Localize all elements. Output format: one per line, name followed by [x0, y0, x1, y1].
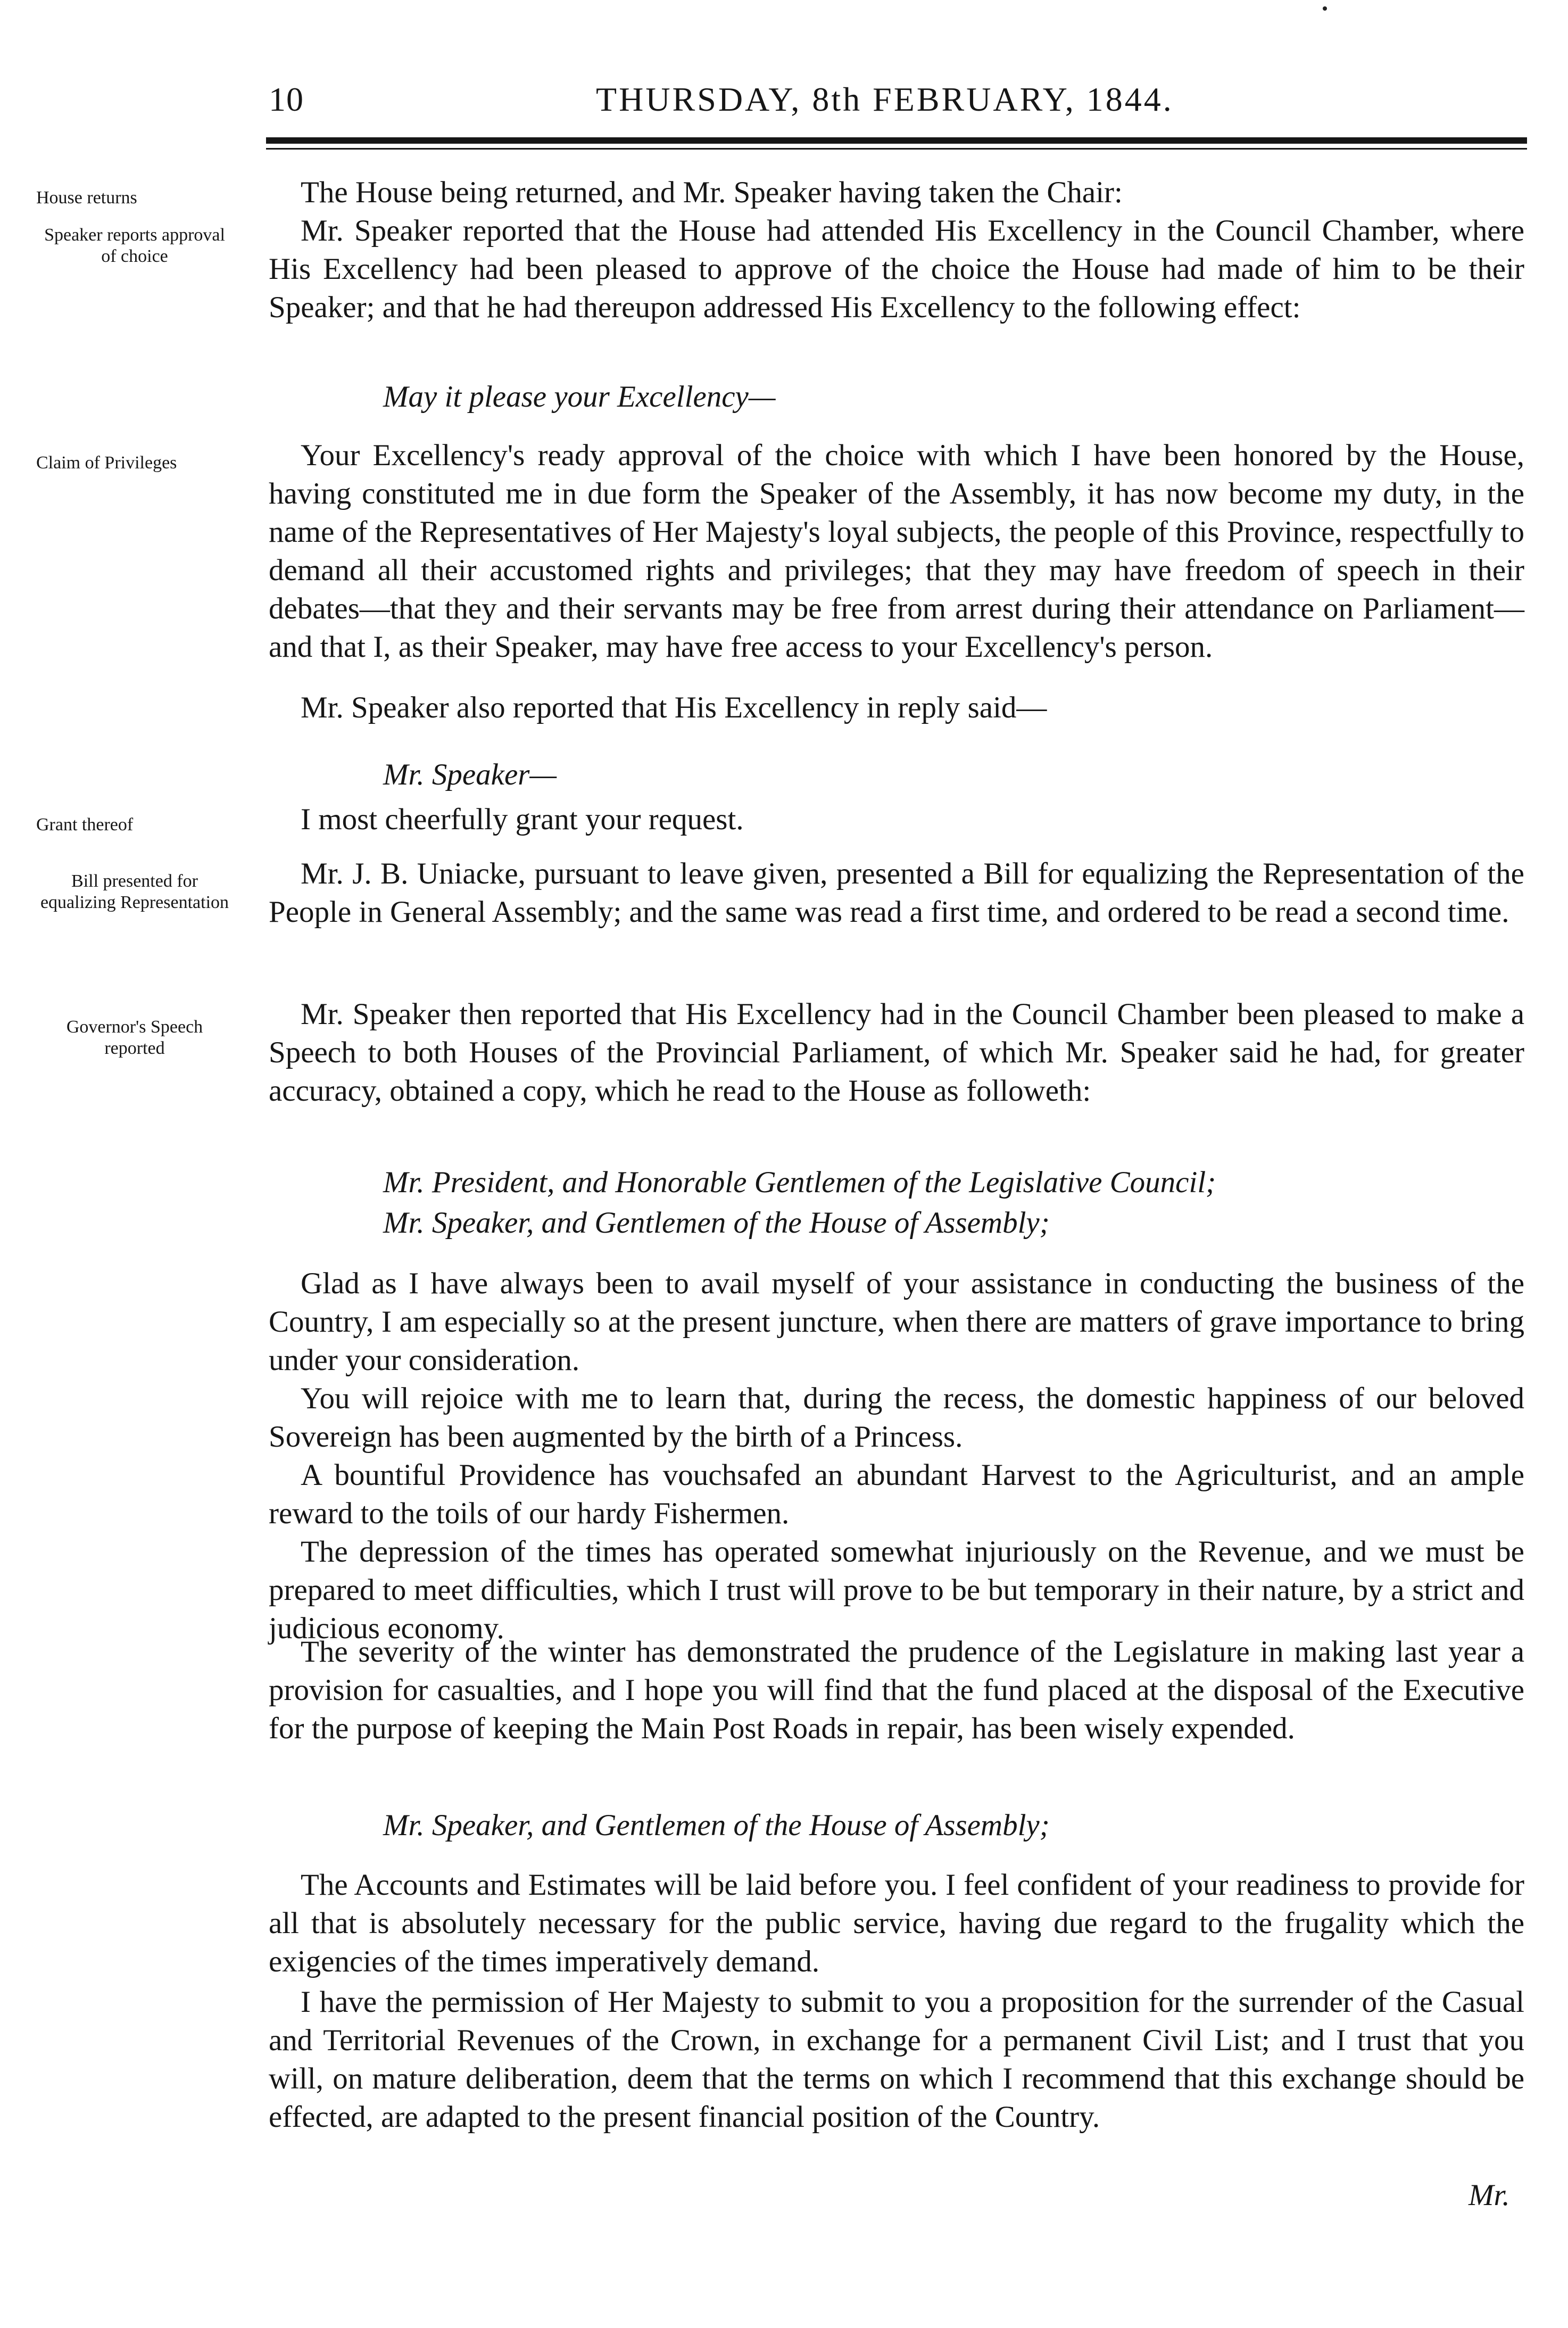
paragraph-governors-speech: Mr. Speaker then reported that His Excellency had in the Council Chamber been pleased to make a Speech to both Houses of the Provincial Parliament, of which Mr. Speaker said he had, for greater accuracy, obtained a copy, which he read to the House as followeth:	[269, 997, 1524, 1108]
paragraph-claim-privileges: Your Excellency's ready approval of the choice with which I have been honored by the House, having constituted me in due form the Speaker of the Assembly, it has now become my duty, in the name of the Representatives of Her Majesty's loyal subjects, the people of this Province, respectfully to demand all their accustomed rights and privileges; that they may have freedom of speech in their debates—that they and their servants may be free from arrest during their attendance on Parliament—and that I, as their Speaker, may have free access to your Excellency's person.	[269, 439, 1524, 664]
margin-note-governors-speech: Governor's Speech reported	[66, 1017, 203, 1058]
paragraph-grant-request: I most cheerfully grant your request.	[301, 803, 744, 836]
margin-note-claim-privileges: Claim of Privileges	[36, 453, 177, 473]
paragraph-bill-presented: Mr. J. B. Uniacke, pursuant to leave given, presented a Bill for equalizing the Representation of the People in General Assembly; and the same was read a first time, and ordered to be read a second time.	[269, 857, 1524, 929]
paragraph-glad: Glad as I have always been to avail myself of your assistance in conducting the business of the Country, I am especially so at the present juncture, when there are matters of grave importance to bring under your consideration.	[269, 1267, 1524, 1377]
page-number: 10	[269, 80, 304, 118]
paragraph-speaker-reported: Mr. Speaker reported that the House had attended His Excellency in the Council Chamber, where His Excellency had been pleased to approve of the choice the House had made of him to be their Speaker; and that he had thereupon addressed His Excellency to the following effect:	[269, 214, 1524, 324]
margin-note-speaker-reports: Speaker reports approval of choice	[44, 225, 225, 266]
salutation-house-of-assembly-2: Mr. Speaker, and Gentlemen of the House of Assembly;	[383, 1809, 1050, 1842]
salutation-house-of-assembly: Mr. Speaker, and Gentlemen of the House of Assembly;	[383, 1206, 1050, 1240]
paragraph-providence: A bountiful Providence has vouchsafed an abundant Harvest to the Agriculturist, and an ample reward to the toils of our hardy Fishermen.	[269, 1458, 1524, 1530]
margin-note-bill-presented: Bill presented for equalizing Representation	[40, 871, 229, 912]
paragraph-house-returned: The House being returned, and Mr. Speaker having taken the Chair:	[301, 176, 1123, 209]
header-rule-thin	[266, 148, 1527, 150]
margin-note-house-returns: House returns	[36, 188, 137, 208]
ink-speck	[1323, 6, 1327, 11]
salutation-excellency: May it please your Excellency—	[383, 380, 776, 414]
salutation-mr-speaker: Mr. Speaker—	[383, 758, 557, 791]
running-head: THURSDAY, 8th FEBRUARY, 1844.	[596, 80, 1174, 118]
salutation-legislative-council: Mr. President, and Honorable Gentlemen of the Legislative Council;	[383, 1166, 1216, 1199]
header-rule-thick	[266, 137, 1527, 144]
catchword: Mr.	[1469, 2178, 1510, 2212]
paragraph-reply-said: Mr. Speaker also reported that His Excellency in reply said—	[301, 691, 1047, 724]
paragraph-depression: The depression of the times has operated somewhat injuriously on the Revenue, and we must be prepared to meet difficulties, which I trust will prove to be but temporary in their nature, by a strict and judicious economy.	[269, 1535, 1524, 1645]
paragraph-rejoice: You will rejoice with me to learn that, during the recess, the domestic happiness of our beloved Sovereign has been augmented by the birth of a Princess.	[269, 1382, 1524, 1454]
paragraph-accounts: The Accounts and Estimates will be laid before you. I feel confident of your readiness to provide for all that is absolutely necessary for the public service, having due regard to the frugality which the exigencies of the times imperatively demand.	[269, 1868, 1524, 1978]
paragraph-severity: The severity of the winter has demonstrated the prudence of the Legislature in making last year a provision for casualties, and I hope you will find that the fund placed at the disposal of the Executive for the purpose of keeping the Main Post Roads in repair, has been wisely expended.	[269, 1635, 1524, 1745]
paragraph-permission: I have the permission of Her Majesty to submit to you a proposition for the surrender of the Casual and Territorial Revenues of the Crown, in exchange for a permanent Civil List; and I trust that you will, on mature deliberation, deem that the terms on which I recommend that this exchange should be effected, are adapted to the present financial position of the Country.	[269, 1985, 1524, 2134]
margin-note-grant-thereof: Grant thereof	[36, 815, 134, 835]
